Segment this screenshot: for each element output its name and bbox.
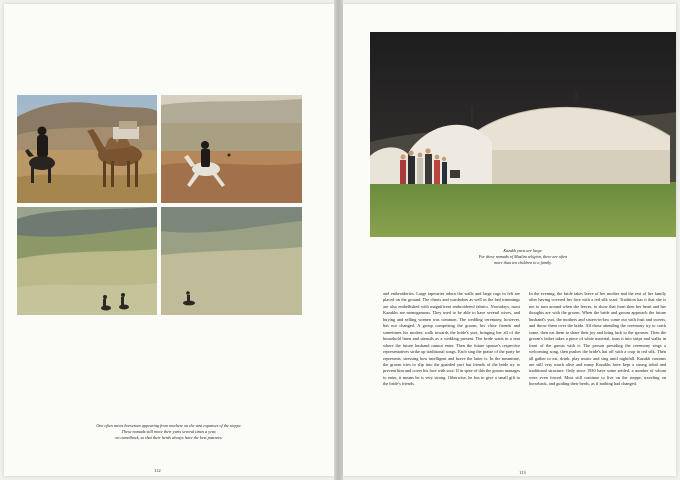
caption-line: more than ten children to a family. <box>494 260 552 266</box>
left-page <box>4 4 334 476</box>
text-column-right <box>529 291 666 388</box>
caption-line: One often meets horsemen appearing from nowhere on the vast expanses of the steppe. <box>96 423 242 428</box>
caption-line: Kazakh yurts are large. <box>503 248 543 253</box>
caption-line: These nomads still move their yurts several times a year, <box>121 429 217 435</box>
photo-lone-rider-steppe <box>161 207 302 315</box>
caption-line: For these nomads of Muslim religion, there are often <box>478 254 568 260</box>
photo-galloping-rider <box>161 95 302 203</box>
body-paragraph: and embroideries. Large tapestries adorn the walls and large rugs in felt are placed on the ground. The chests and wardrobes as well as the bed trimmings are also embellished with magnificent embroidered fabrics. Nowadays, most Kazakhs are monogamous. They used to be able to have several wives, and buying and selling women was common. The wedding ceremony, however, has not changed. A group comprising the groom, his close friends and sometimes his mother, walk towards the bride's yurt, bringing her all of the household linen and utensils as a wedding present. The bride waits in a tent where the future husband cannot enter. Then the future spouse's respective representatives strike up traditional songs. Each sing the praise of the party he represents, stressing how intelligent and brave the latter is. In the meantime, the groom tries to slip into the guarded yurt but friends of the bride try to prevent him and cover his face with soot. If in spite of this the groom manages to enter, it means he is very strong. Otherwise, he has to give a small gift to the bride's friends. <box>383 291 520 387</box>
book-gutter <box>334 0 343 480</box>
text-column-left <box>383 291 520 388</box>
right-page <box>343 4 676 476</box>
photo-horseman-camel <box>17 95 157 203</box>
left-caption <box>24 423 314 442</box>
photo-kazakh-yurts <box>370 32 676 237</box>
caption-line: on camelback, so that their herds always have the best pastures. <box>115 435 223 441</box>
page-number-left: 112 <box>154 468 161 473</box>
right-caption <box>423 248 623 267</box>
page-number-right: 113 <box>519 470 526 475</box>
body-paragraph: In the evening, the bride takes leave of her mother and the rest of her family after having covered her face with a red silk scarf. Tradition has it that she is not to turn around when she leaves, to show that from then her heart and her thoughts are with the groom. When the bride and groom approach the future husband's yurt, the mothers and sisters-in-law come out with fruit and sweets, and throw them over the bride. All those attending the ceremony try to catch some, then eat them to share their joy and bring luck to the spouses. Then the groom's father takes a piece of white material, tears it into strips and walks in front of the guests with it. The person presiding the ceremony sings a welcoming song, then pushes the bride's hat off with a crop in red silk. Then all gather to eat, drink, play music and sing until nightfall. Kazakh customs are still very much alive and many Kazakhs have kept a strong tribal and traditional structure. Only since 1930 have some settled, a number of whom were even forced. Most still continue to live on the steppe, traveling on horseback, and guiding their herds, as if nothing had changed. <box>529 291 666 387</box>
photo-two-riders-hills <box>17 207 157 315</box>
